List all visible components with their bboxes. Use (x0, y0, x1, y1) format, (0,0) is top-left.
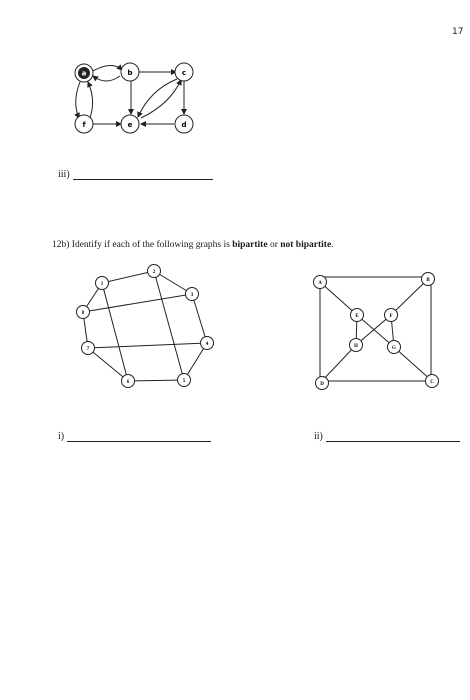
answer-i (58, 432, 211, 442)
answer-ii (314, 432, 460, 442)
node-E-label: E (355, 314, 359, 319)
edge-e-c (141, 80, 181, 118)
page-number: 17 (452, 27, 464, 37)
edge-c-e (138, 79, 177, 117)
answer-i-blank[interactable] (67, 440, 211, 442)
node-7-label: 7 (86, 347, 90, 352)
answer-iii (58, 170, 213, 180)
question-text-mid: or (267, 240, 281, 250)
answer-iii-blank[interactable] (73, 178, 213, 180)
node-3-label: 3 (190, 293, 194, 298)
node-A-label: A (318, 281, 322, 286)
node-H-label: H (354, 344, 358, 349)
node-c-label: c (181, 69, 187, 77)
node-5-label: 5 (182, 379, 186, 384)
question-bold-not-bipartite: not bipartite (280, 240, 332, 250)
answer-i-label: i) (58, 431, 65, 442)
node-d-label: d (181, 121, 187, 129)
edge-b-a-bottom (93, 76, 120, 81)
node-b-label: b (127, 69, 133, 77)
answer-ii-blank[interactable] (326, 440, 460, 442)
edge-a-f (76, 82, 80, 118)
node-B-label: B (426, 278, 430, 283)
node-1-label: 1 (100, 282, 104, 287)
answer-ii-label: ii) (314, 431, 323, 442)
question-text-prefix: 12b) Identify if each of the following graphs is (52, 240, 233, 250)
question-12b (52, 240, 334, 250)
square-edges (320, 277, 432, 383)
answer-iii-label: iii) (58, 169, 70, 180)
node-6-label: 6 (126, 380, 130, 385)
question-text-suffix: . (331, 240, 334, 250)
node-4-label: 4 (205, 342, 209, 347)
node-e-label: e (127, 121, 133, 129)
edge-a-b-top (91, 65, 122, 72)
node-C-label: C (430, 380, 434, 385)
edge-f-a (88, 82, 93, 118)
node-a-label: a (81, 69, 87, 78)
question-bold-bipartite: bipartite (232, 240, 268, 250)
node-G-label: G (392, 346, 396, 351)
node-F-label: F (389, 314, 393, 319)
node-8-label: 8 (81, 311, 85, 316)
node-2-label: 2 (152, 270, 156, 275)
node-D-label: D (320, 382, 324, 387)
node-f-label: f (82, 121, 86, 129)
octagon-nodes (77, 265, 214, 388)
